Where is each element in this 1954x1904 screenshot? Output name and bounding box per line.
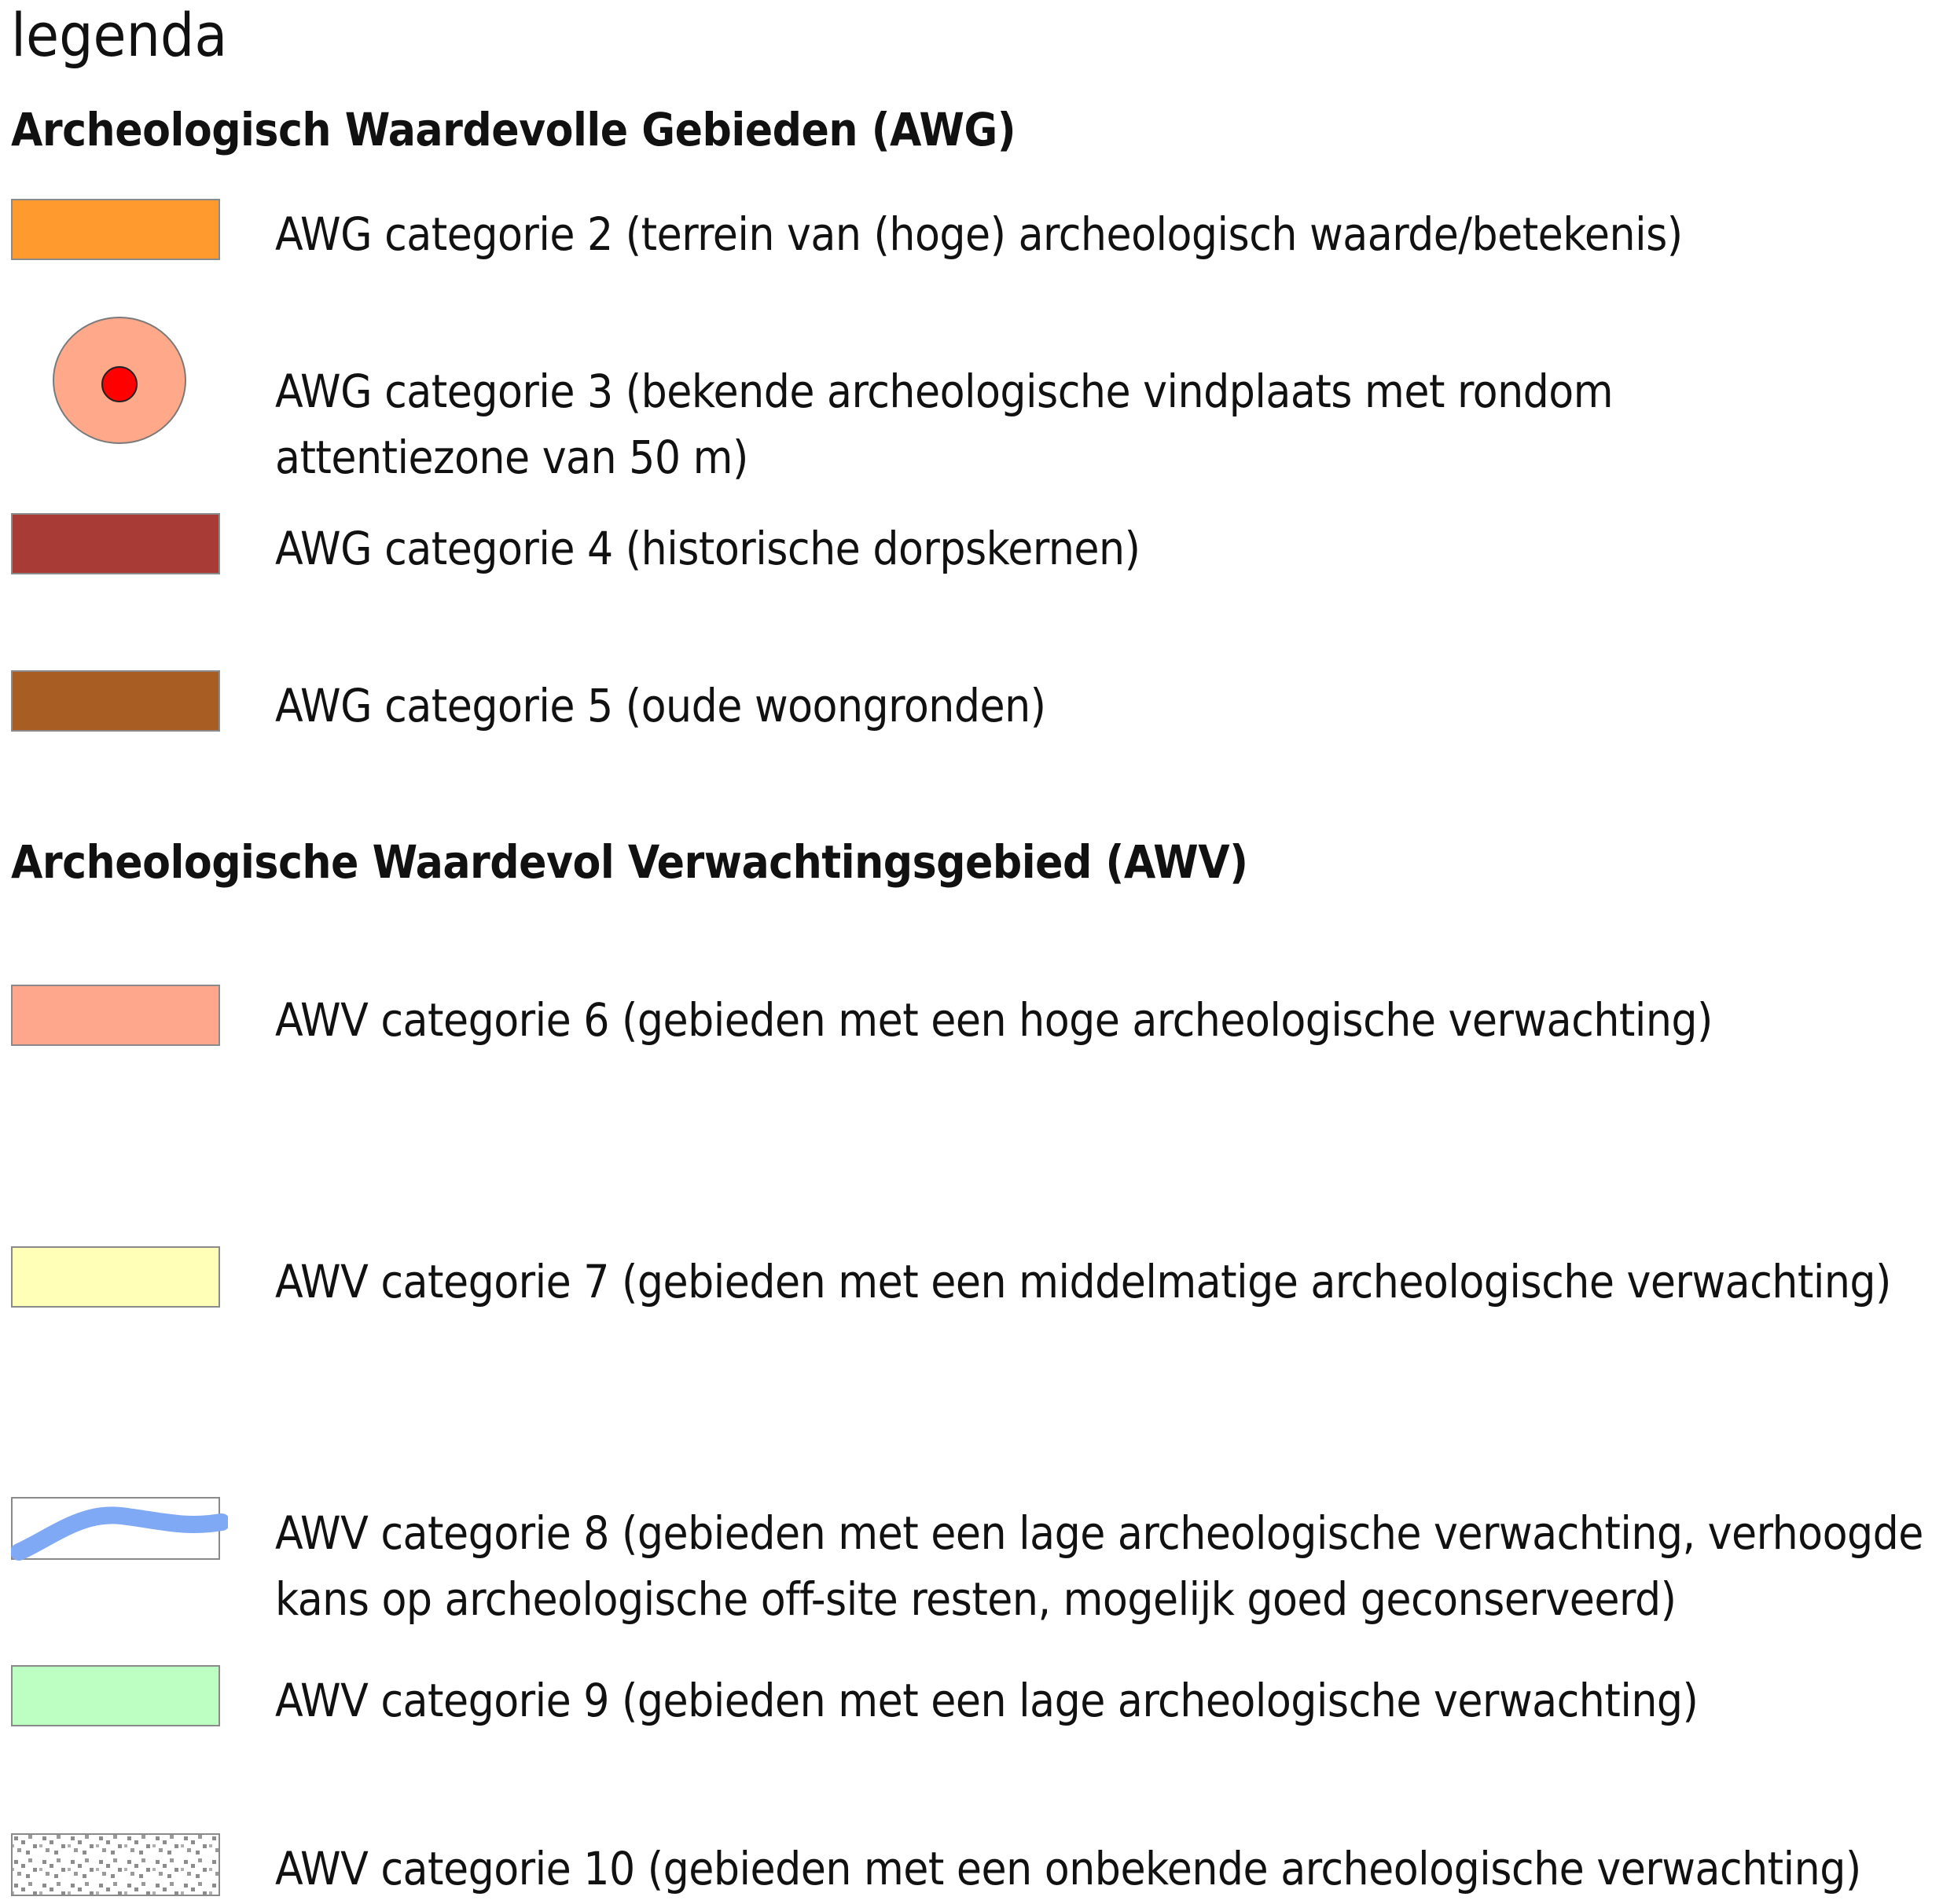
legend-label-awv-7: AWV categorie 7 (gebieden met een middelmatige archeologische verwachting) (275, 1255, 1891, 1308)
legend-label-awg-5: AWG categorie 5 (oude woongronden) (275, 679, 1046, 732)
legend-swatch-awg-4 (11, 513, 220, 574)
stipple-pattern-icon (12, 1834, 219, 1895)
legend-label-awg-3-line1: AWG categorie 3 (bekende archeologische vindplaats met rondom (275, 365, 1614, 418)
legend-symbol-awg-3 (50, 314, 189, 446)
legend-symbol-awv-8 (11, 1497, 228, 1561)
legend-symbol-awv-10 (11, 1833, 220, 1896)
legend-swatch-awv-7 (11, 1246, 220, 1308)
legend-label-awv-6: AWV categorie 6 (gebieden met een hoge archeologische verwachting) (275, 993, 1713, 1047)
legend-label-awv-10: AWV categorie 10 (gebieden met een onbekende archeologische verwachting) (275, 1842, 1861, 1895)
section-heading-awv: Archeologische Waardevol Verwachtingsgebied (AWV) (11, 835, 1248, 889)
legend-swatch-awg-2 (11, 199, 220, 260)
legend-swatch-awg-5 (11, 670, 220, 732)
legend-swatch-awv-9 (11, 1665, 220, 1726)
legend-title: legenda (11, 0, 228, 70)
legend-swatch-awv-6 (11, 985, 220, 1046)
section-heading-awg: Archeologisch Waardevolle Gebieden (AWG) (11, 103, 1016, 156)
legend-label-awg-2: AWG categorie 2 (terrein van (hoge) archeologisch waarde/betekenis) (275, 207, 1683, 261)
legend-label-awv-8-line1: AWV categorie 8 (gebieden met een lage archeologische verwachting, verhoogde (275, 1506, 1923, 1560)
legend-label-awv-9: AWV categorie 9 (gebieden met een lage archeologische verwachting) (275, 1674, 1699, 1727)
legend-label-awg-3-line2: attentiezone van 50 m) (275, 431, 748, 484)
legend-label-awg-4: AWG categorie 4 (historische dorpskernen) (275, 522, 1140, 575)
legend-label-awv-8-line2: kans op archeologische off-site resten, mogelijk goed geconserveerd) (275, 1572, 1677, 1626)
